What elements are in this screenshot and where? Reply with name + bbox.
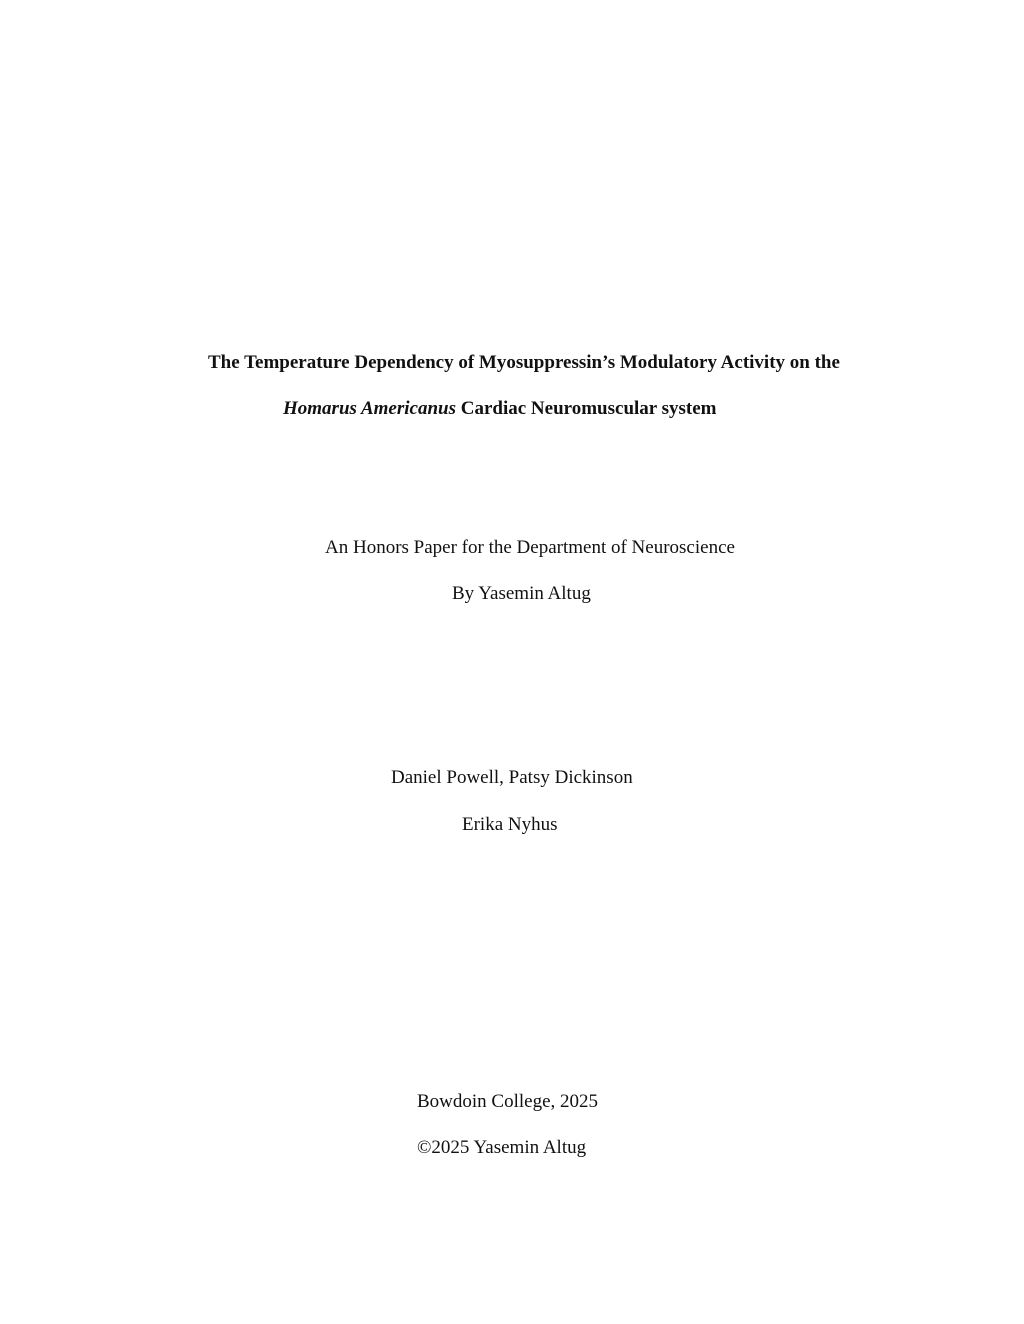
- species-name: Homarus Americanus: [283, 398, 456, 419]
- institution-year: Bowdoin College, 2025: [417, 1091, 599, 1112]
- author-byline: By Yasemin Altug: [452, 583, 591, 604]
- advisors-line-1: Daniel Powell, Patsy Dickinson: [391, 767, 633, 788]
- title-line-1: The Temperature Dependency of Myosuppressin’s Modulatory Activity on the: [208, 352, 840, 373]
- title-line-2-rest: Cardiac Neuromuscular system: [455, 398, 717, 419]
- copyright-notice: ©2025 Yasemin Altug: [417, 1137, 587, 1158]
- advisors-line-2: Erika Nyhus: [462, 814, 558, 835]
- subtitle: An Honors Paper for the Department of Neuroscience: [325, 537, 735, 558]
- title-line-2: [283, 397, 717, 421]
